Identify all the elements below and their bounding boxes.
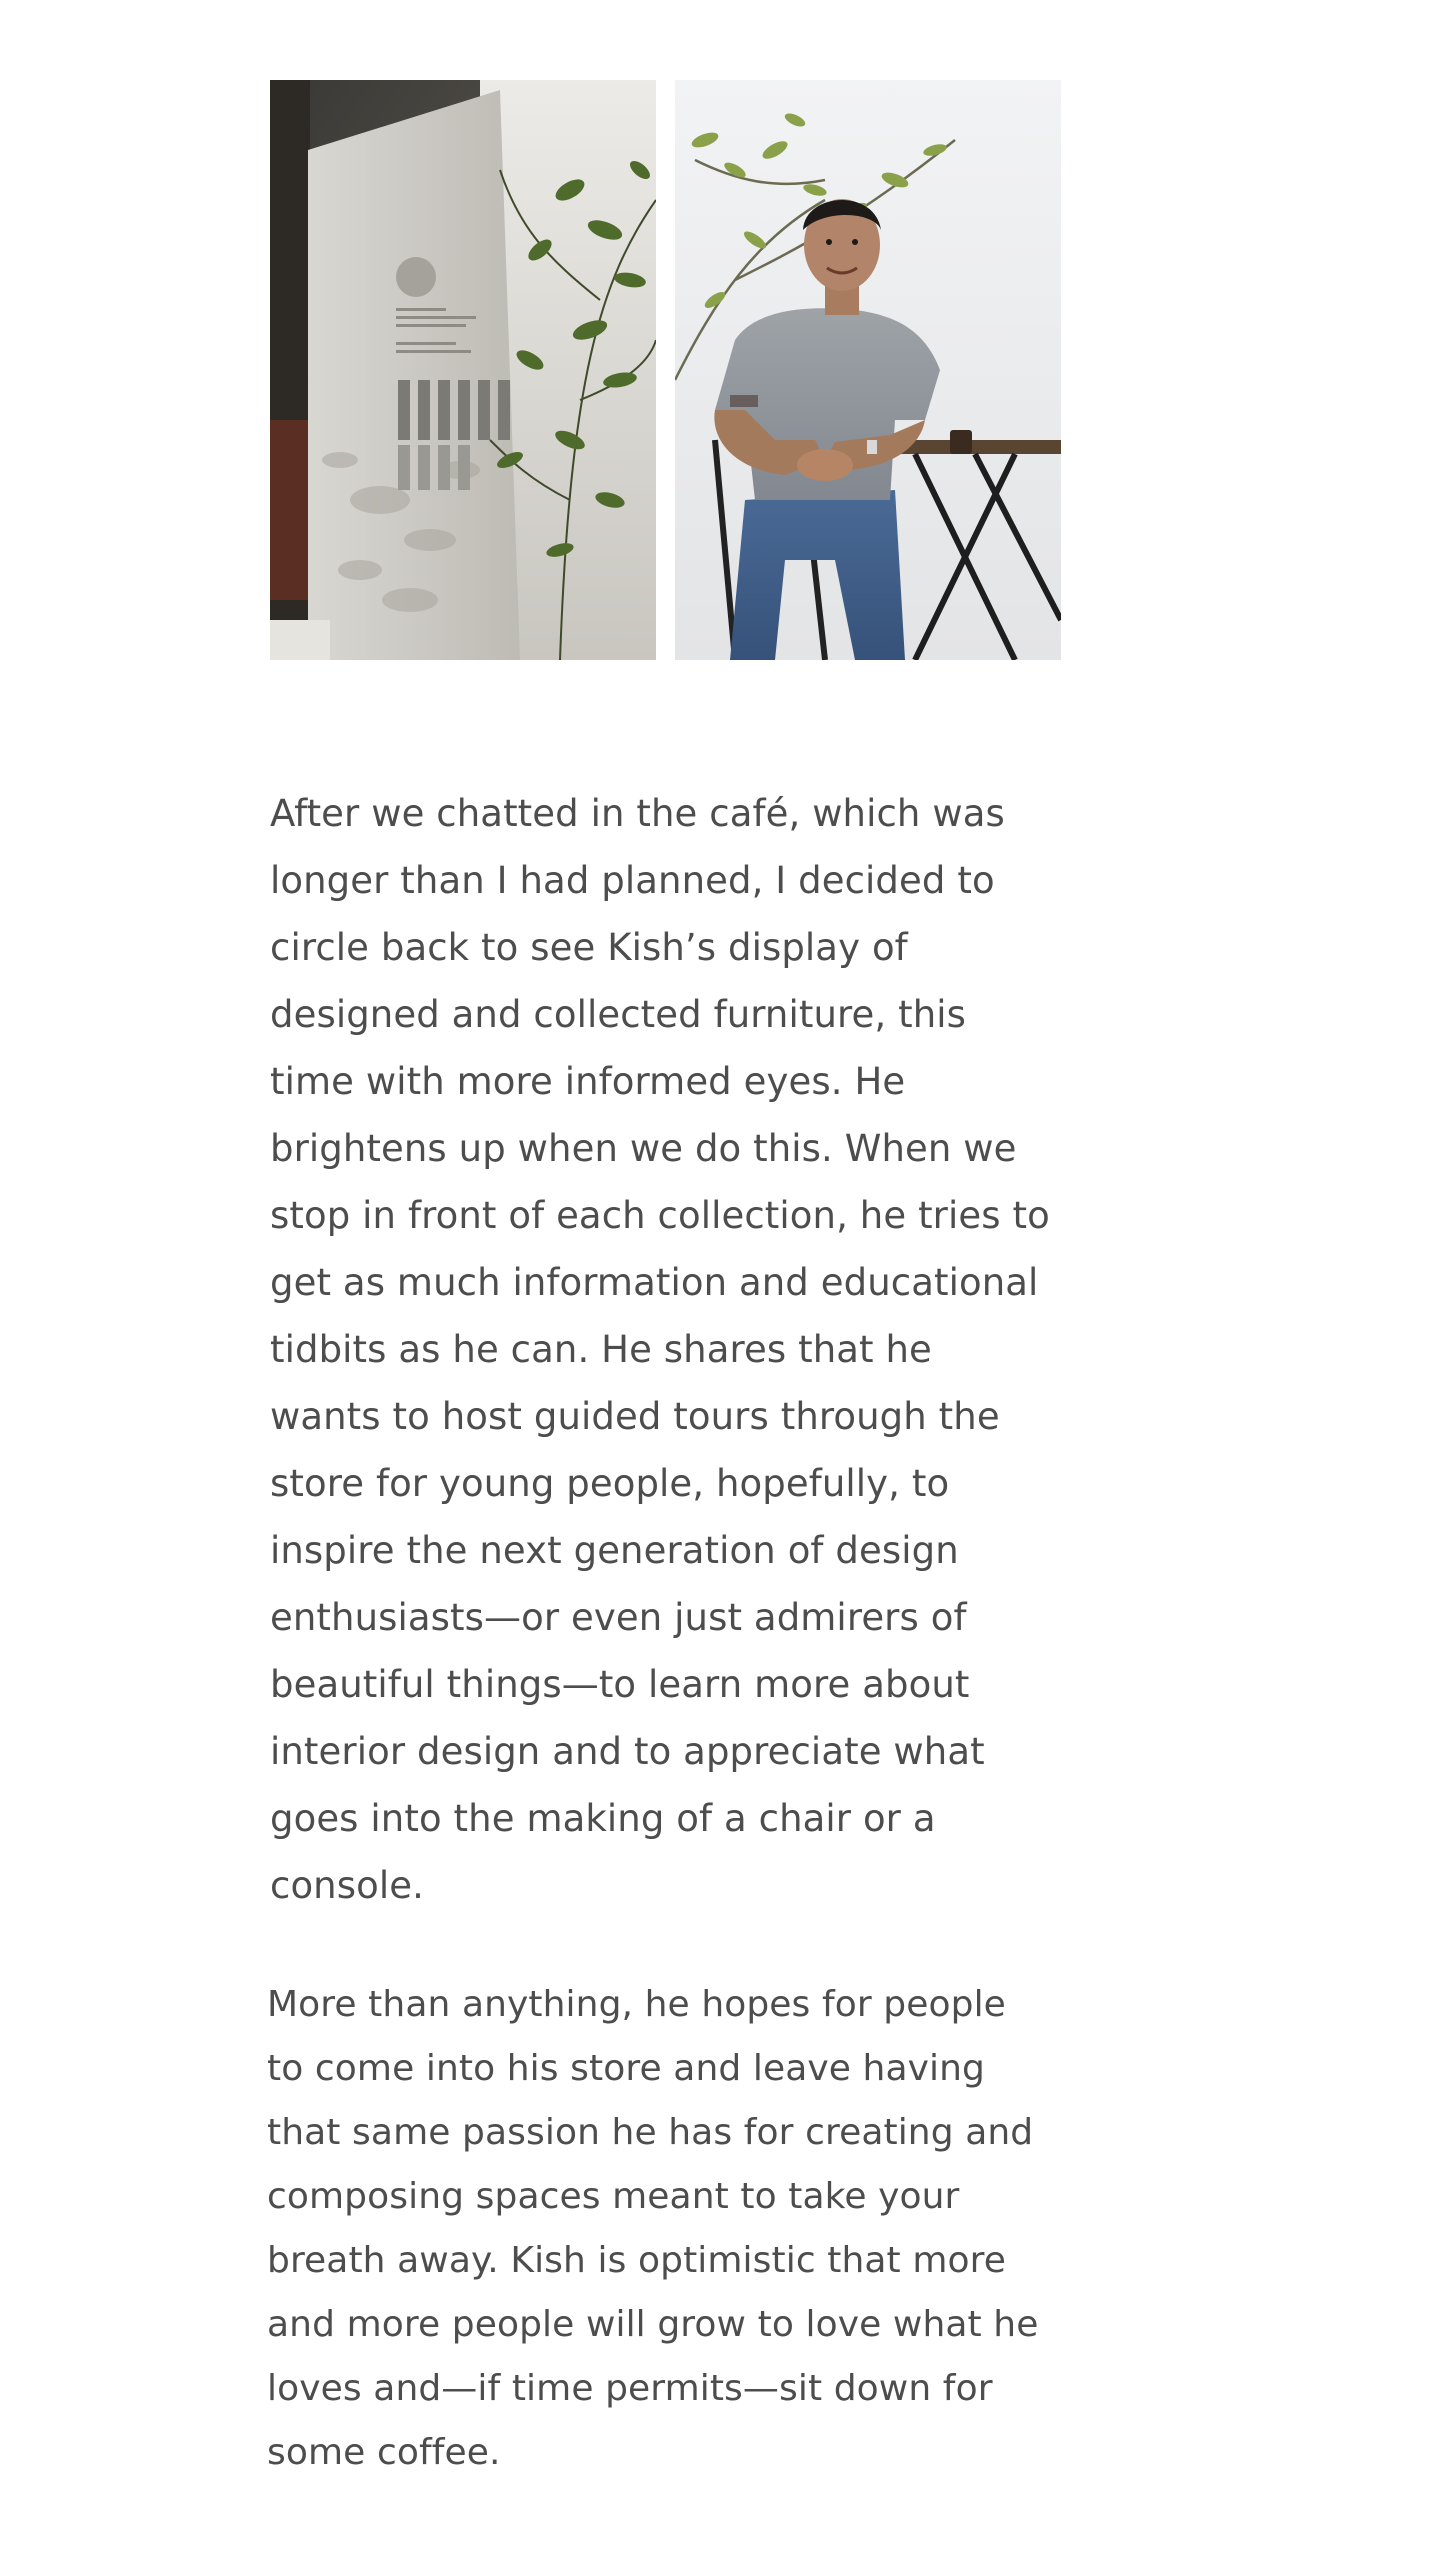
article-paragraph-2: More than anything, he hopes for people to come into his store and leave having that same passion he has for creating and composing spaces meant to take your breath away. Kish is optimistic that more and more people will grow to love what he loves and—if time permits—sit down for some coffee. — [267, 1984, 1039, 2473]
article-paragraph-1: After we chatted in the café, which was longer than I had planned, I decided to circle back to see Kish’s display of designed and collected furniture, this time with more informed eyes. He brightens up when we do this. When we stop in front of each collection, he tries to get as much information and educational tidbits as he can. He shares that he wants to host guided tours through the store for young people, hopefully, to inspire the next generation of design enthusiasts—or even just admirers of beautiful things—to learn more about interior design and to appreciate what goes into the making of a chair or a console. — [270, 792, 1050, 1907]
display-wall-photo — [270, 80, 656, 660]
portrait-image — [675, 80, 1061, 660]
portrait-photo — [675, 80, 1061, 660]
display-wall-image — [270, 80, 656, 660]
